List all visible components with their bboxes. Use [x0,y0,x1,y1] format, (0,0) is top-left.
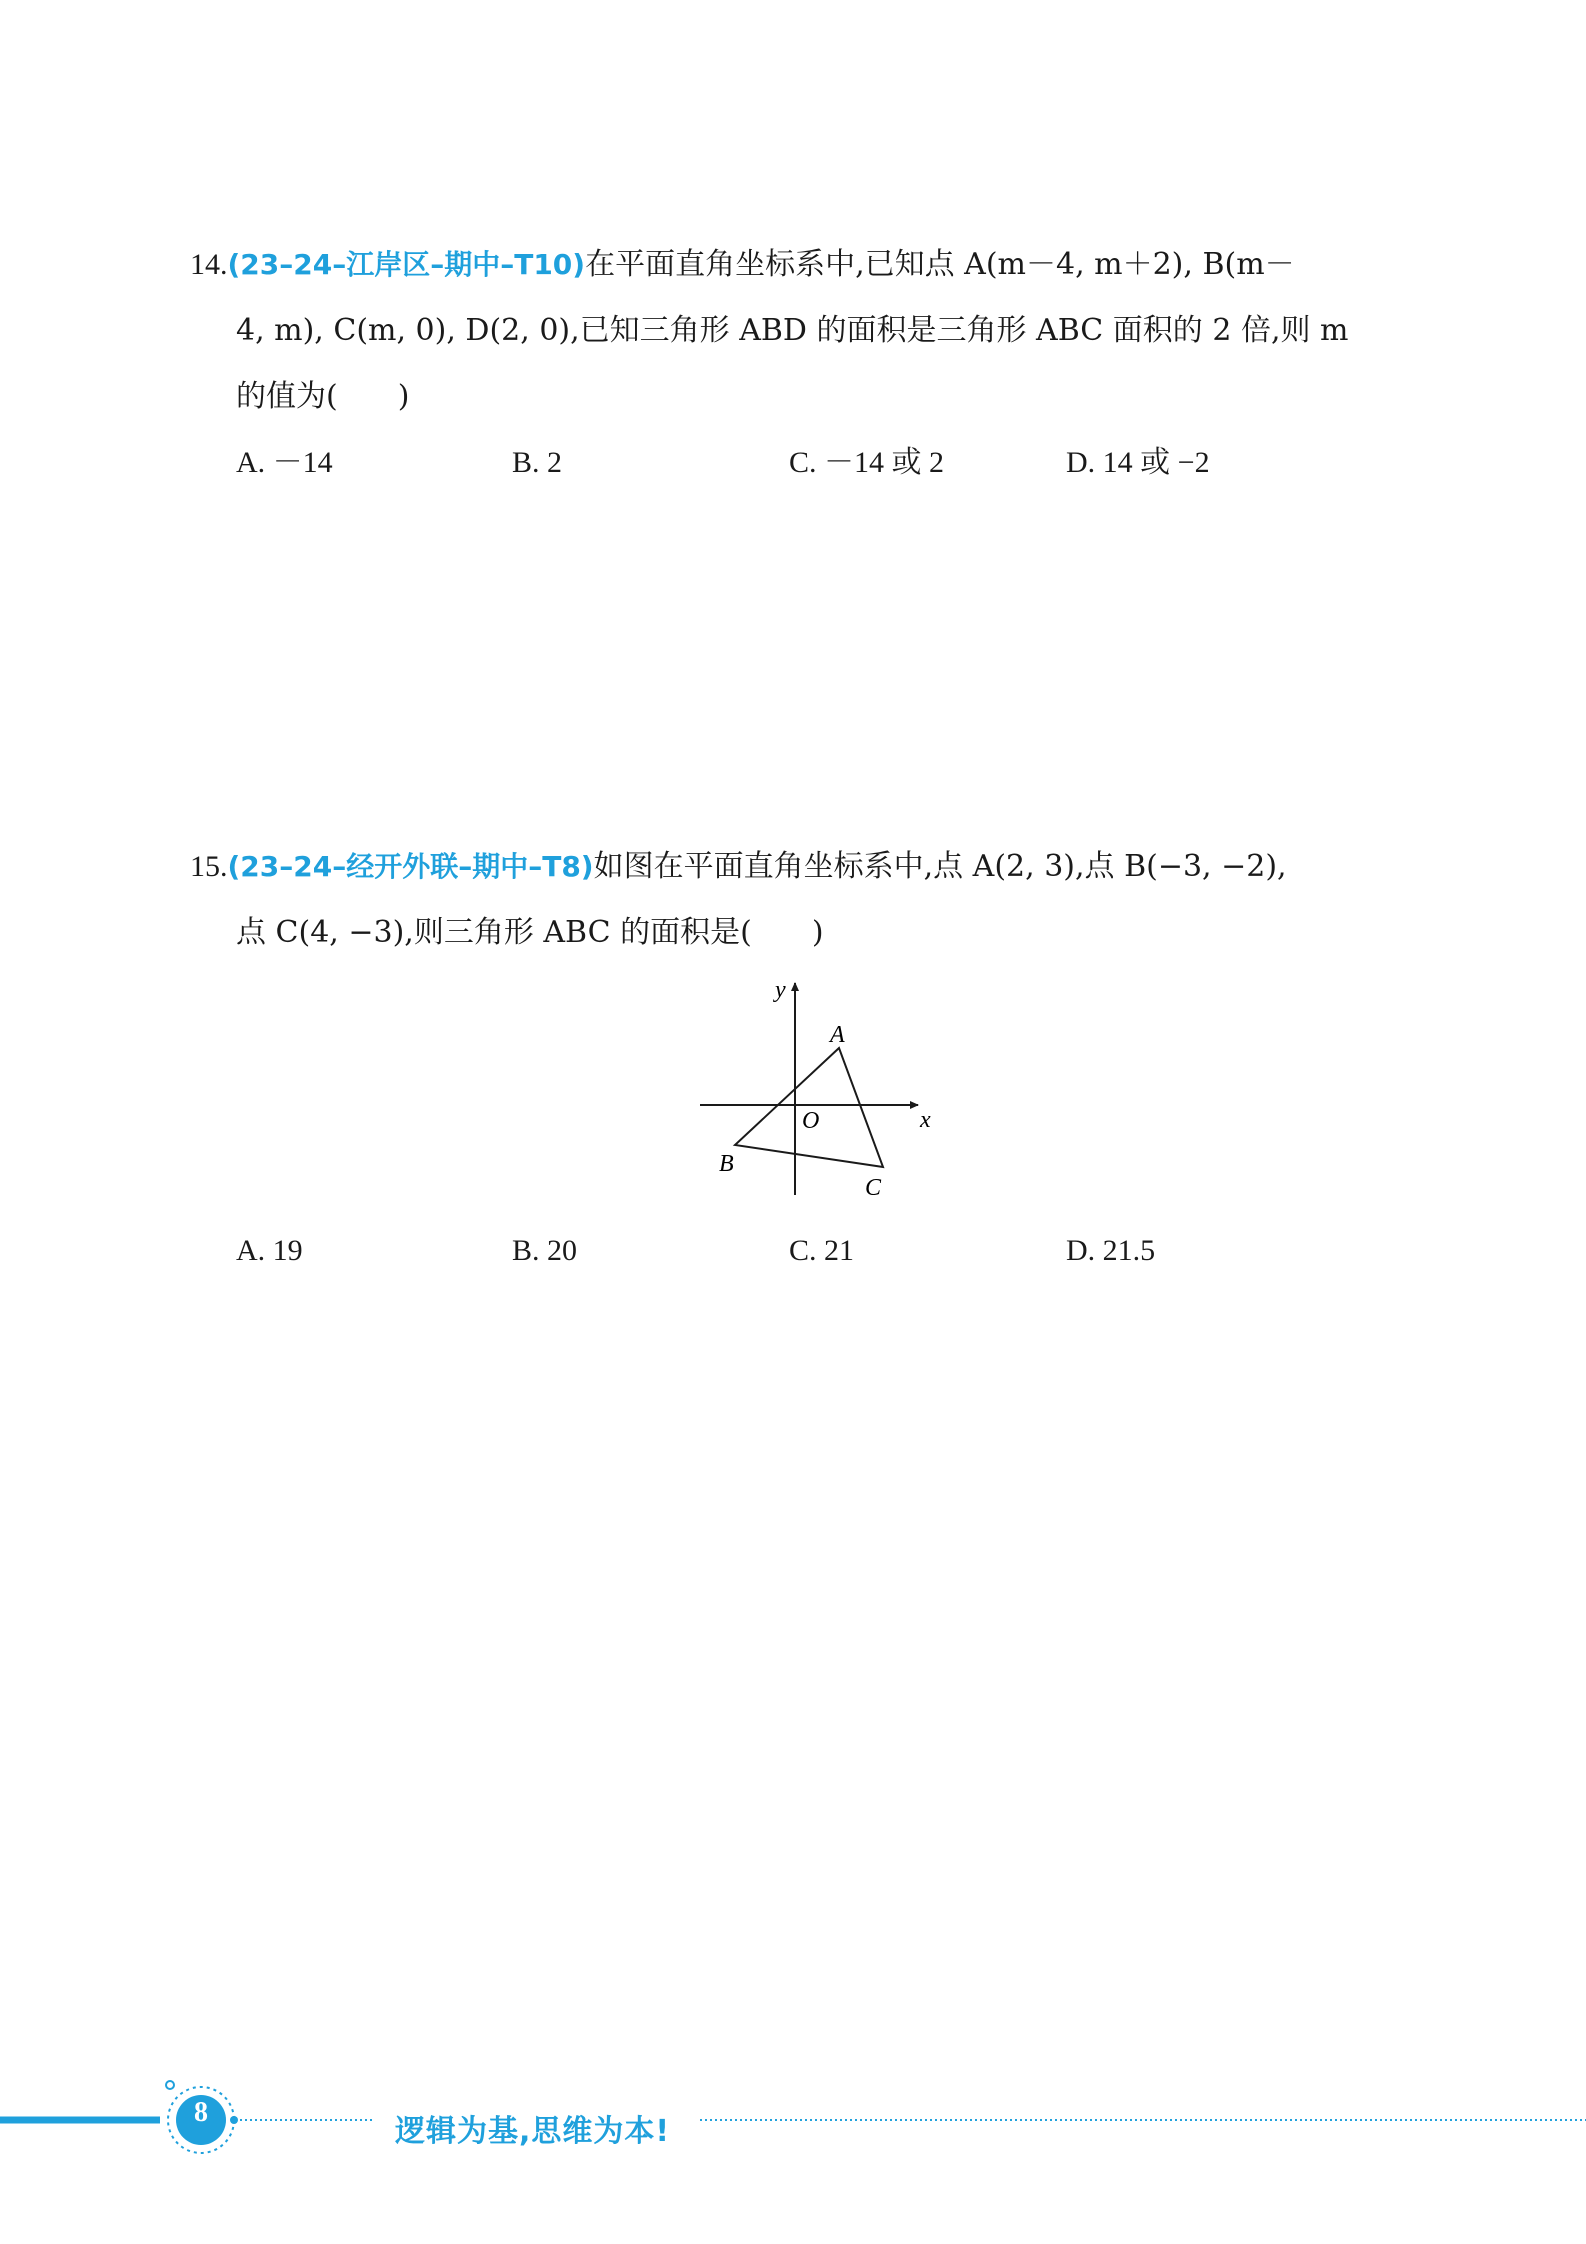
option-a: A. －14 [236,446,333,479]
option-c: C. －14 或 2 [789,446,945,479]
question-14-line-2: 4, m), C(m, 0), D(2, 0),已知三角形 ABD 的面积是三角形 ABC 面积的 2 倍,则 m [236,313,1349,348]
point-a-label: A [830,1022,845,1048]
question-source: (23–24–江岸区–期中–T10) [227,248,586,281]
option-a: A. 19 [236,1234,303,1267]
question-text: 如图在平面直角坐标系中,点 A(2, 3),点 B(−3, −2), [593,849,1287,884]
option-d: D. 21.5 [1066,1234,1156,1267]
page-number: 8 [194,2097,208,2128]
question-number: 15. [190,850,228,883]
footer-slogan: 逻辑为基,思维为本! [395,2114,671,2149]
footer-dot [230,2116,238,2124]
point-c-label: C [865,1175,882,1201]
point-b-label: B [719,1151,734,1177]
question-15-options [190,1218,1440,1284]
question-14-line-1 [190,232,1440,298]
options [236,1218,1440,1284]
question-number: 14. [190,248,228,281]
origin-label: O [802,1108,820,1134]
y-axis-label: y [775,977,786,1003]
question-15 [190,834,1440,966]
question-14 [190,232,1440,496]
question-15-line-2: 点 C(4, −3),则三角形 ABC 的面积是( ) [236,915,824,950]
x-axis-label: x [920,1107,931,1133]
question-source: (23–24–经开外联–期中–T8) [227,850,594,883]
question-14-line-3: 的值为( ) [236,379,410,414]
option-c: C. 21 [789,1234,855,1267]
options [236,430,1440,496]
question-15-line-1 [190,834,1440,900]
option-d: D. 14 或 −2 [1066,446,1210,479]
page-footer [0,2080,1586,2170]
question-text: 在平面直角坐标系中,已知点 A(m－4, m＋2), B(m－ [585,247,1295,282]
option-b: B. 20 [512,1234,578,1267]
coordinate-figure [695,975,945,1205]
option-b: B. 2 [512,446,563,479]
footer-dot-small [166,2081,174,2089]
